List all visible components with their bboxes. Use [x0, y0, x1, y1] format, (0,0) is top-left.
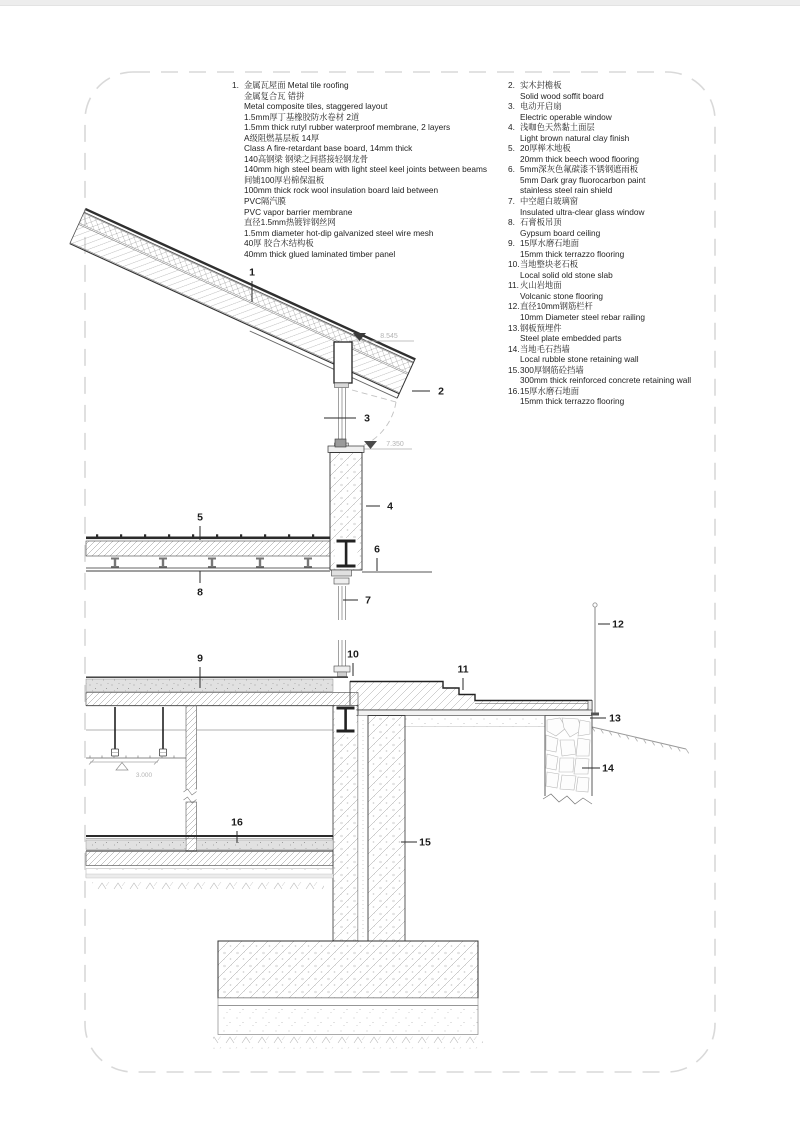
note-line: 实木封檐板 [520, 80, 562, 90]
ceiling-hangers-upper [111, 558, 312, 569]
roof-blocking [334, 342, 352, 383]
window-sill-lower [334, 666, 350, 672]
window-frame-cap [334, 578, 349, 584]
note-line: 300mm thick reinforced concrete retaining wall [520, 375, 692, 386]
sill-clamp [335, 439, 346, 447]
callout-label-11: 11 [457, 663, 469, 676]
elevation-marker-3000 [89, 760, 159, 780]
mark [144, 534, 146, 536]
mark [304, 558, 312, 560]
interior-column-lower [186, 802, 197, 851]
rubble-stone-wall [543, 716, 592, 805]
mark [96, 534, 98, 536]
note-number: 3. [508, 101, 515, 112]
note-line: 中空超白玻璃窗 [520, 196, 579, 207]
note-line: 300厚钢筋砼挡墙 [520, 364, 584, 375]
note-line: 直径10mm钢筋栏杆 [520, 301, 593, 312]
window-sill-foot [338, 672, 347, 677]
note-line: stainless steel rain shield [520, 185, 613, 196]
note-number: 6. [508, 164, 515, 175]
subgrade-hatch-f [213, 1037, 483, 1049]
mark [120, 534, 122, 536]
note-line: 1.5mm thick rutyl rubber waterproof membrane, 2 layers [244, 122, 451, 133]
callout-label-13: 13 [609, 712, 621, 725]
note-item [508, 301, 708, 322]
callout-label-9: 9 [197, 652, 203, 665]
note-line: PVC vapor barrier membrane [244, 206, 353, 217]
elevation-value: 8.545 [380, 333, 398, 340]
note-line: 钢板预埋件 [520, 322, 562, 333]
callout-label-15: 15 [419, 836, 431, 849]
note-number: 15. [508, 364, 520, 375]
railing-base [591, 713, 599, 716]
note-line: 15mm thick terrazzo flooring [520, 396, 625, 407]
note-number: 2. [508, 80, 515, 90]
elevation-marker-8545 [349, 333, 414, 341]
note-line: Light brown natural clay finish [520, 132, 630, 143]
note-number: 5. [508, 143, 515, 154]
callout-label-2: 2 [438, 385, 444, 398]
bedding-layer [405, 716, 545, 727]
note-line: Class A fire-retardant base board, 14mm thick [244, 143, 413, 154]
note-number: 9. [508, 238, 515, 249]
mark [192, 534, 194, 536]
note-number: 7. [508, 196, 515, 207]
mark [686, 749, 689, 753]
note-item [508, 164, 708, 196]
note-line: Gypsum board ceiling [520, 227, 601, 238]
mark [264, 534, 266, 536]
note-line: 浅咖色天然黏土面层 [520, 122, 595, 133]
mark [259, 560, 261, 567]
note-item [508, 238, 708, 259]
terrace-steps-body [350, 682, 592, 711]
callout-label-12: 12 [612, 618, 624, 631]
steel-plate-embed [350, 710, 592, 716]
mark [159, 558, 167, 560]
clay-wall [328, 439, 432, 576]
note-line: 15mm thick terrazzo flooring [520, 248, 625, 259]
note-item [508, 280, 708, 301]
note-item [508, 259, 708, 280]
note-item [508, 365, 708, 386]
floor-hatch-band [86, 541, 330, 556]
note-number: 4. [508, 122, 515, 133]
note-line: 100mm thick rock wool insulation board laid between [244, 185, 439, 196]
note-line: Solid wood soffit board [520, 90, 604, 101]
note-item [508, 196, 708, 217]
note-line: Insulated ultra-clear glass window [520, 206, 645, 217]
callout-label-16: 16 [231, 816, 243, 829]
leveling-band [218, 998, 478, 1006]
mark [307, 560, 309, 567]
window-head [335, 383, 349, 388]
elevation-value: 3.000 [135, 772, 153, 779]
callout-label-3: 3 [364, 412, 370, 425]
note-line: 20厚榉木地板 [520, 143, 571, 154]
note-line: 电动开启扇 [520, 101, 562, 112]
note-line: 金属复合瓦 错拼 [244, 90, 305, 101]
note-line: 40厚 胶合木结构板 [244, 238, 314, 249]
terrazzo-band-stipple [86, 679, 333, 692]
terrazzo-top-line-g [86, 835, 333, 837]
note-item [508, 344, 708, 365]
notes-column-left [232, 80, 507, 259]
blinding-concrete [218, 1006, 478, 1035]
upper-floor [86, 534, 330, 571]
note-line: 当地毛石挡墙 [520, 343, 570, 354]
callout-label-10: 10 [347, 648, 359, 661]
callout-label-7: 7 [365, 594, 371, 607]
slab-hatch-g [86, 852, 333, 866]
note-number: 1. [232, 80, 239, 90]
mark [211, 560, 213, 567]
subgrade-hatch-g [92, 880, 324, 891]
note-item [508, 143, 708, 164]
mark [256, 558, 264, 560]
note-line: Local solid old stone slab [520, 269, 613, 280]
beech-flooring-line [86, 537, 330, 540]
mark [312, 534, 314, 536]
callout-label-6: 6 [374, 543, 380, 556]
note-line: A级阻燃基层板 14厚 [244, 132, 320, 143]
mark [114, 560, 116, 567]
note-line: 金属瓦屋面 Metal tile roofing [244, 80, 349, 90]
footing [218, 941, 478, 998]
notes-column-right [508, 80, 708, 407]
note-number: 14. [508, 343, 520, 354]
mark [168, 534, 170, 536]
note-item [508, 217, 708, 238]
interior-column-upper [186, 706, 197, 790]
note-item [508, 80, 708, 101]
mark [208, 558, 216, 560]
note-line: 5mm Dark gray fluorocarbon paint [520, 174, 646, 185]
note-line: 间铺100厚岩棉保温板 [244, 174, 325, 185]
lower-walls [333, 706, 405, 941]
note-line: Steel plate embedded parts [520, 333, 622, 344]
terrazzo-stipple-g-right [197, 840, 334, 850]
note-line: 直径1.5mm热镀锌钢丝网 [244, 217, 336, 228]
note-line: Local rubble stone retaining wall [520, 354, 639, 365]
ground-slope [592, 727, 689, 753]
note-line: 1.5mm diameter hot-dip galvanized steel wire mesh [244, 227, 434, 238]
note-line: 140mm high steel beam with light steel keel joints between beams [244, 164, 488, 175]
mark [216, 534, 218, 536]
note-item [508, 101, 708, 122]
note-line: 10mm Diameter steel rebar railing [520, 312, 645, 323]
window-swing-line [352, 390, 396, 402]
note-line: 140高钢梁 钢梁之间搭接轻钢龙骨 [244, 153, 369, 164]
concrete-retaining-wall [368, 716, 405, 942]
note-item [508, 323, 708, 344]
inner-wall [333, 706, 358, 941]
railing-top-knob [593, 603, 597, 607]
callout-label-5: 5 [197, 511, 203, 524]
foundation [213, 941, 483, 1049]
wall-break-mark [543, 794, 592, 804]
flooring-fasteners [96, 534, 314, 536]
callout-label-14: 14 [602, 762, 614, 775]
column-break-gap [183, 790, 200, 803]
note-number: 8. [508, 217, 515, 228]
note-line: 40mm thick glued laminated timber panel [244, 248, 396, 259]
terrazzo-stipple-g-left [86, 840, 186, 850]
glass-window-upper-run [334, 578, 349, 620]
note-item [232, 80, 507, 259]
note-number: 10. [508, 259, 520, 270]
note-line: PVC隔汽膜 [244, 196, 286, 207]
note-line: 石膏板吊顶 [520, 217, 562, 228]
elevation-marker-7350 [358, 441, 412, 449]
note-number: 13. [508, 322, 520, 333]
cushion-band-g [86, 874, 333, 878]
note-line: 15厚水磨石地面 [520, 238, 580, 249]
callout-label-8: 8 [197, 586, 203, 599]
note-line: 火山岩地面 [520, 280, 562, 291]
mark [288, 534, 290, 536]
rebar-railing [591, 603, 599, 716]
note-item [508, 122, 708, 143]
terrazzo-top-line [86, 677, 348, 678]
note-line: 5mm深灰色氟碳漆不锈钢遮雨板 [520, 164, 639, 175]
slope-ticks [592, 727, 689, 753]
note-line: Volcanic stone flooring [520, 290, 604, 301]
ground-floor [86, 835, 333, 891]
note-line: Electric operable window [520, 111, 612, 122]
mark [240, 534, 242, 536]
wall-bottom-bracket [332, 570, 352, 576]
elevation-value: 7.350 [386, 441, 404, 448]
mark [162, 560, 164, 567]
rubble-stones [546, 718, 590, 792]
note-line: Metal composite tiles, staggered layout [244, 101, 388, 112]
note-line: 1.5mm厚丁基橡胶防水卷材 2道 [244, 111, 360, 122]
mark [111, 558, 119, 560]
note-line: 15厚水磨石地面 [520, 385, 580, 396]
note-number: 16. [508, 385, 520, 396]
note-line: 当地整块老石板 [520, 259, 579, 270]
callout-label-4: 4 [387, 500, 393, 513]
note-number: 12. [508, 301, 520, 312]
lower-floor [86, 677, 358, 852]
note-item [508, 386, 708, 407]
note-line: 20mm thick beech wood flooring [520, 153, 639, 164]
slab-hatch-band [86, 693, 358, 706]
note-number: 11. [508, 280, 519, 291]
ceiling-hangers-lower [112, 707, 167, 756]
callout-label-1: 1 [249, 266, 255, 279]
